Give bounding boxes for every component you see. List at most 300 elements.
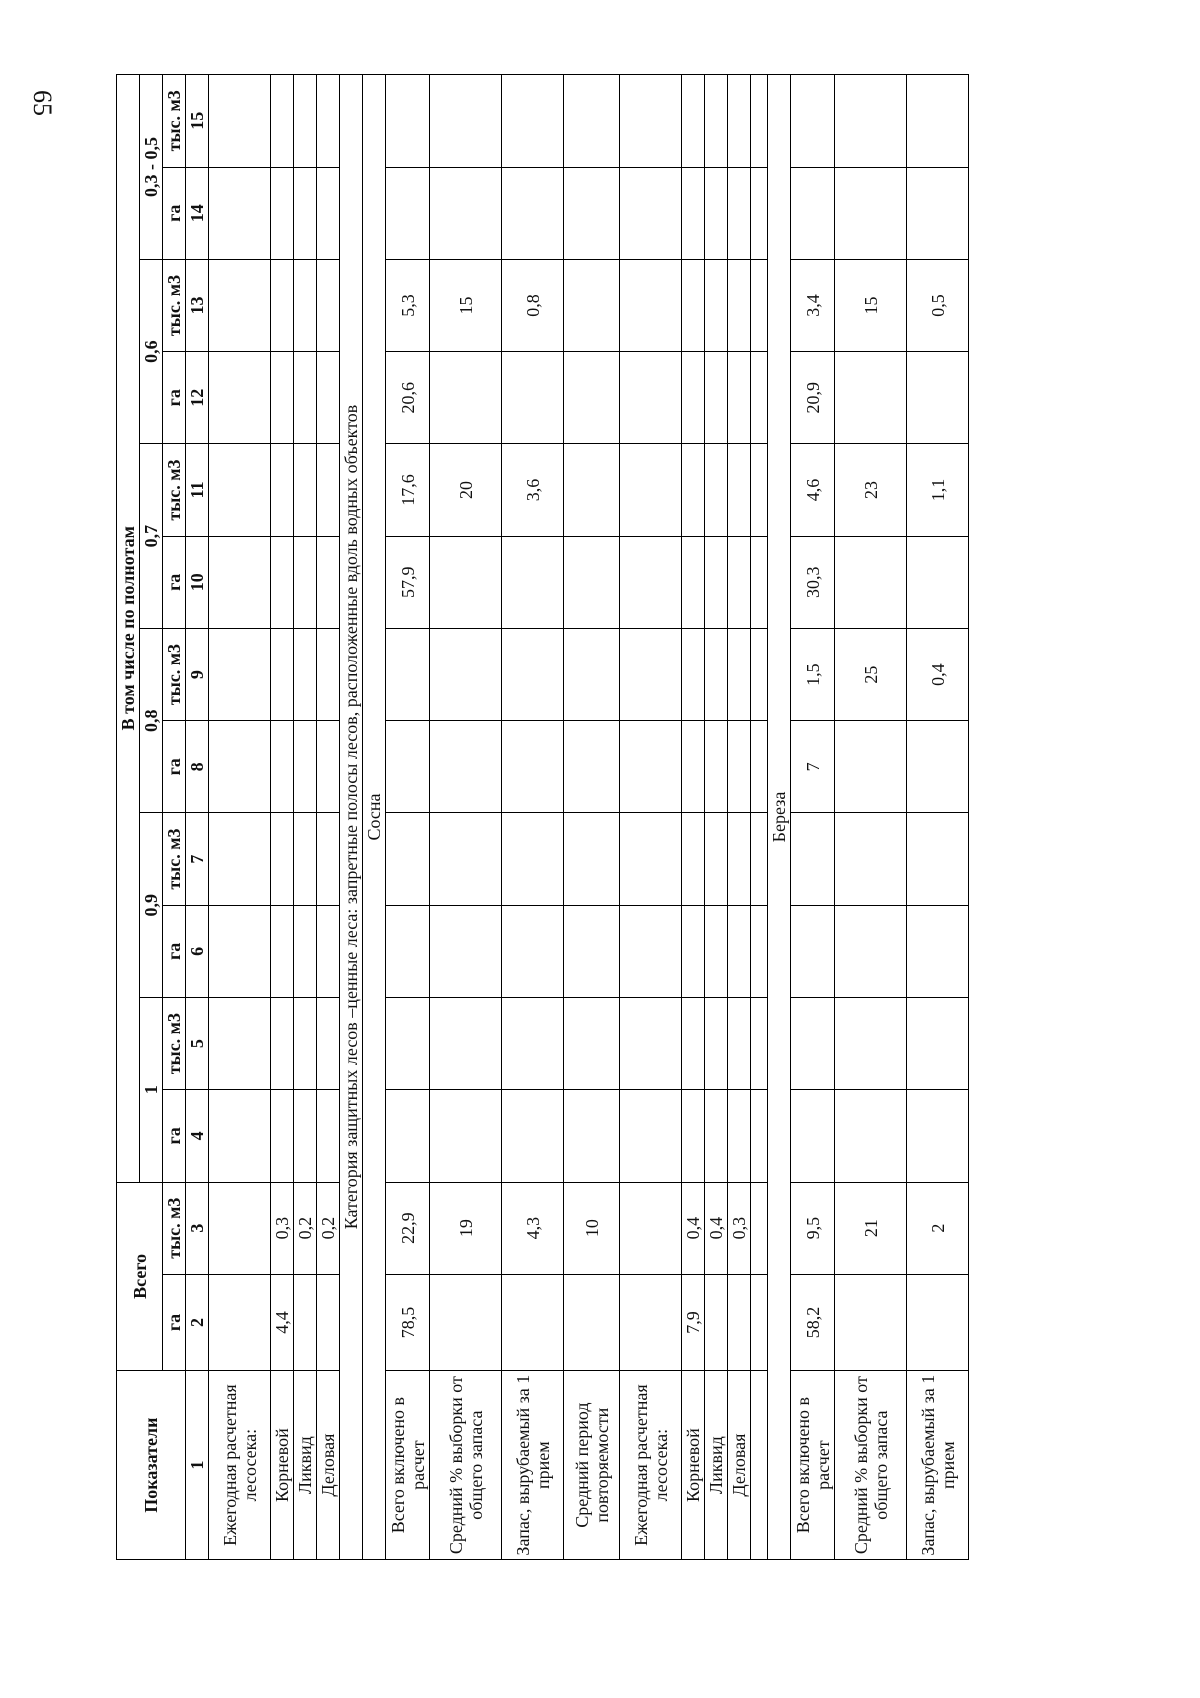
empty-cell [751,1090,768,1182]
table-cell [835,721,907,813]
table-cell [564,167,620,259]
row-label: Ежегодная расчетная лесосека: [620,1371,682,1560]
table-cell [317,1274,340,1370]
empty-cell [751,1182,768,1274]
table-cell [682,75,705,168]
table-cell [564,997,620,1089]
empty-cell [751,1274,768,1370]
table-cell [791,905,835,997]
table-cell [682,444,705,536]
table-cell [271,536,294,628]
empty-cell [751,536,768,628]
table-row [620,75,682,1560]
table-cell: 3,4 [791,259,835,351]
unit-volume: тыс. м3 [163,1182,186,1274]
table-cell: 22,9 [386,1182,430,1274]
table-cell [430,905,502,997]
table-cell [386,167,430,259]
table-cell [317,352,340,444]
unit-volume: тыс. м3 [163,997,186,1089]
table-row [386,75,430,1560]
table-cell [564,905,620,997]
table-cell [386,997,430,1089]
table-cell [294,905,317,997]
table-cell [564,813,620,905]
table-cell [430,721,502,813]
table-cell [317,1090,340,1182]
header-by-density: В том числе по полнотам [117,75,140,1183]
table-cell [728,444,751,536]
table-cell [271,259,294,351]
table-cell [835,352,907,444]
table-cell [728,1090,751,1182]
species-title-row [363,75,386,1560]
table-cell: 78,5 [386,1274,430,1370]
table-cell [386,721,430,813]
table-cell [835,1090,907,1182]
table-cell [620,997,682,1089]
row-label: Средний % выборки от общего запаса [430,1371,502,1560]
table-cell [728,536,751,628]
row-label: Корневой [682,1371,705,1560]
table-cell [430,352,502,444]
table-cell [907,75,969,168]
table-cell [728,352,751,444]
unit-volume: тыс. м3 [163,75,186,168]
table-cell [317,628,340,720]
table-cell: 9,5 [791,1182,835,1274]
table-cell [835,813,907,905]
table-cell [728,905,751,997]
table-cell [835,905,907,997]
table-cell [209,813,271,905]
table-cell [907,1274,969,1370]
table-cell: 0,8 [502,259,564,351]
table-cell [209,721,271,813]
table-cell: 5,3 [386,259,430,351]
column-number: 5 [186,997,209,1089]
table-cell [682,1090,705,1182]
table-cell [271,1090,294,1182]
table-cell: 1,5 [791,628,835,720]
column-number: 1 [186,1371,209,1560]
row-label: Ежегодная расчетная лесосека: [209,1371,271,1560]
table-cell [294,1274,317,1370]
table-cell: 17,6 [386,444,430,536]
table-cell [294,259,317,351]
table-cell [209,1274,271,1370]
table-row [502,75,564,1560]
table-cell [682,721,705,813]
unit-volume: тыс. м3 [163,444,186,536]
table-cell [835,536,907,628]
empty-cell [751,75,768,168]
row-label: Ликвид [294,1371,317,1560]
table-cell [209,628,271,720]
table-cell: 4,3 [502,1182,564,1274]
table-cell [620,721,682,813]
table-cell [209,536,271,628]
table-cell [728,997,751,1089]
table-cell [728,75,751,168]
table-cell [620,536,682,628]
unit-ha: га [163,905,186,997]
table-cell [294,444,317,536]
table-cell [502,813,564,905]
table-cell [386,905,430,997]
header-density-0-8: 0,8 [140,628,163,813]
table-cell: 20,9 [791,352,835,444]
table-cell: 25 [835,628,907,720]
table-cell [791,1090,835,1182]
table-cell [620,352,682,444]
row-label: Запас, вырубаемый за 1 прием [907,1371,969,1560]
table-cell [294,721,317,813]
table-cell [271,997,294,1089]
table-cell [502,628,564,720]
table-cell [620,813,682,905]
table-cell [620,259,682,351]
table-cell [430,813,502,905]
empty-cell [751,628,768,720]
header-density-0-9: 0,9 [140,813,163,998]
table-cell: 30,3 [791,536,835,628]
table-cell [564,628,620,720]
table-cell: 20,6 [386,352,430,444]
table-cell [791,997,835,1089]
category-title-row [340,75,363,1560]
table-row [728,75,751,1560]
table-cell [209,997,271,1089]
column-number: 3 [186,1182,209,1274]
table-cell [317,997,340,1089]
spacer-row [751,75,768,1560]
empty-cell [751,1371,768,1560]
table-cell: 21 [835,1182,907,1274]
table-cell [386,628,430,720]
table-row [209,75,271,1560]
table-cell [728,813,751,905]
table-cell: 4,6 [791,444,835,536]
table-cell [705,259,728,351]
forest-calculation-table [116,74,969,1560]
table-cell [564,352,620,444]
table-cell [705,352,728,444]
table-row [317,75,340,1560]
header-total: Всего [117,1182,163,1371]
table-cell [317,444,340,536]
table-cell [502,167,564,259]
table-cell [317,167,340,259]
category-title: Категория защитных лесов –ценные леса: запретные полосы лесов, расположенные вдоль водных объектов [340,75,363,1560]
table-cell [502,905,564,997]
empty-cell [751,352,768,444]
table-cell [705,721,728,813]
table-cell: 4,4 [271,1274,294,1370]
table-cell [209,352,271,444]
table-cell [620,75,682,168]
table-cell [791,75,835,168]
table-cell [430,75,502,168]
table-cell [386,75,430,168]
column-number: 6 [186,905,209,997]
table-cell [907,813,969,905]
table-cell: 58,2 [791,1274,835,1370]
table-cell: 23 [835,444,907,536]
table-cell [705,905,728,997]
table-cell: 15 [430,259,502,351]
table-cell [620,1090,682,1182]
table-cell: 57,9 [386,536,430,628]
row-label: Запас, вырубаемый за 1 прием [502,1371,564,1560]
table-cell [907,352,969,444]
table-cell [728,167,751,259]
table-cell [430,628,502,720]
table-row [564,75,620,1560]
table-cell [502,721,564,813]
table-cell [620,628,682,720]
header-density-1: 1 [140,997,163,1182]
unit-ha: га [163,1274,186,1370]
table-cell [705,444,728,536]
column-number: 11 [186,444,209,536]
table-cell [728,1274,751,1370]
table-row [907,75,969,1560]
table-cell [209,905,271,997]
table-cell [430,1090,502,1182]
table-cell: 7,9 [682,1274,705,1370]
table-cell [502,75,564,168]
table-cell [271,75,294,168]
table-cell [317,75,340,168]
species-title: Сосна [363,75,386,1560]
unit-ha: га [163,536,186,628]
unit-ha: га [163,1090,186,1182]
table-cell [430,997,502,1089]
table-cell [502,1090,564,1182]
table-cell [791,167,835,259]
table-cell: 0,4 [682,1182,705,1274]
table-cell [294,352,317,444]
table-cell [502,1274,564,1370]
unit-ha: га [163,352,186,444]
species-title: Береза [768,75,791,1560]
table-cell [682,813,705,905]
table-cell: 0,4 [705,1182,728,1274]
table-cell [502,997,564,1089]
species-title-row [768,75,791,1560]
unit-ha: га [163,721,186,813]
column-number: 14 [186,167,209,259]
table-cell [705,536,728,628]
table-cell: 19 [430,1182,502,1274]
table-cell [835,75,907,168]
row-label: Средний период повторяемости [564,1371,620,1560]
table-cell [835,997,907,1089]
table-cell [728,628,751,720]
table-cell [209,444,271,536]
table-row [705,75,728,1560]
table-cell [209,259,271,351]
table-cell [620,1182,682,1274]
table-cell: 15 [835,259,907,351]
empty-cell [751,167,768,259]
page-number: 65 [28,90,57,116]
table-cell: 0,4 [907,628,969,720]
empty-cell [751,905,768,997]
table-cell [271,444,294,536]
column-number: 10 [186,536,209,628]
table-cell [682,628,705,720]
empty-cell [751,721,768,813]
table-row [271,75,294,1560]
column-number: 9 [186,628,209,720]
table-cell [682,259,705,351]
table-cell [728,721,751,813]
table-cell [317,721,340,813]
column-number: 13 [186,259,209,351]
table-cell [682,167,705,259]
table-cell [564,75,620,168]
header-density-0-6: 0,6 [140,259,163,444]
units-row [163,75,186,1560]
table-cell [502,352,564,444]
table-cell [907,536,969,628]
table-cell: 0,2 [317,1182,340,1274]
table-cell [705,75,728,168]
table-cell [294,628,317,720]
table-cell [209,75,271,168]
table-cell: 0,2 [294,1182,317,1274]
table-cell [317,536,340,628]
table-cell [705,1274,728,1370]
table-cell [835,167,907,259]
table-cell [430,536,502,628]
table-cell [907,1090,969,1182]
table-cell [620,905,682,997]
table-cell [317,259,340,351]
table-row [294,75,317,1560]
table-cell: 7 [791,721,835,813]
column-number: 4 [186,1090,209,1182]
table-cell [271,905,294,997]
table-cell [564,536,620,628]
column-number: 2 [186,1274,209,1370]
unit-ha: га [163,167,186,259]
row-label: Всего включено в расчет [791,1371,835,1560]
column-number: 7 [186,813,209,905]
table-cell [271,167,294,259]
table-row [430,75,502,1560]
table-cell [705,1090,728,1182]
empty-cell [751,259,768,351]
table-cell [564,1274,620,1370]
row-label: Корневой [271,1371,294,1560]
unit-volume: тыс. м3 [163,628,186,720]
table-cell [209,1090,271,1182]
table-cell [271,721,294,813]
column-number: 12 [186,352,209,444]
table-cell: 10 [564,1182,620,1274]
table-cell [386,1090,430,1182]
table-cell [791,813,835,905]
table-cell [705,813,728,905]
table-cell [907,905,969,997]
table-row [835,75,907,1560]
table-cell [564,444,620,536]
table-cell [209,1182,271,1274]
row-label: Средний % выборки от общего запаса [835,1371,907,1560]
table-cell: 0,5 [907,259,969,351]
table-cell [502,536,564,628]
empty-cell [751,997,768,1089]
table-cell [271,813,294,905]
table-cell [682,905,705,997]
unit-volume: тыс. м3 [163,813,186,905]
table-cell [386,813,430,905]
empty-cell [751,444,768,536]
table-cell [682,352,705,444]
unit-volume: тыс. м3 [163,259,186,351]
table-cell [564,1090,620,1182]
table-cell [209,167,271,259]
table-cell [294,536,317,628]
table-cell [835,1274,907,1370]
table-cell [294,813,317,905]
table-cell [907,997,969,1089]
table-cell [682,997,705,1089]
row-label: Ликвид [705,1371,728,1560]
table-cell [294,75,317,168]
header-density-0-3-0-5: 0,3 - 0,5 [140,75,163,260]
table-cell [564,259,620,351]
row-label: Деловая [317,1371,340,1560]
table-cell [620,167,682,259]
rotated-table-container [116,74,1052,1560]
table-cell [430,167,502,259]
table-cell [294,1090,317,1182]
table-cell [705,628,728,720]
row-label: Всего включено в расчет [386,1371,430,1560]
header-density-0-7: 0,7 [140,444,163,629]
column-number: 8 [186,721,209,813]
table-cell: 1,1 [907,444,969,536]
table-row [791,75,835,1560]
table-cell [294,167,317,259]
table-body [117,75,969,1560]
table-cell: 3,6 [502,444,564,536]
table-cell: 20 [430,444,502,536]
table-cell [317,813,340,905]
row-label: Деловая [728,1371,751,1560]
table-cell [728,259,751,351]
table-cell: 0,3 [271,1182,294,1274]
table-cell [705,997,728,1089]
header-indicator: Показатели [117,1371,186,1560]
table-cell [271,628,294,720]
table-cell [564,721,620,813]
empty-cell [751,813,768,905]
table-cell [294,997,317,1089]
table-cell [620,1274,682,1370]
table-cell [907,721,969,813]
table-cell: 0,3 [728,1182,751,1274]
table-cell [682,536,705,628]
table-cell [317,905,340,997]
table-row [682,75,705,1560]
table-cell [271,352,294,444]
table-cell [907,167,969,259]
